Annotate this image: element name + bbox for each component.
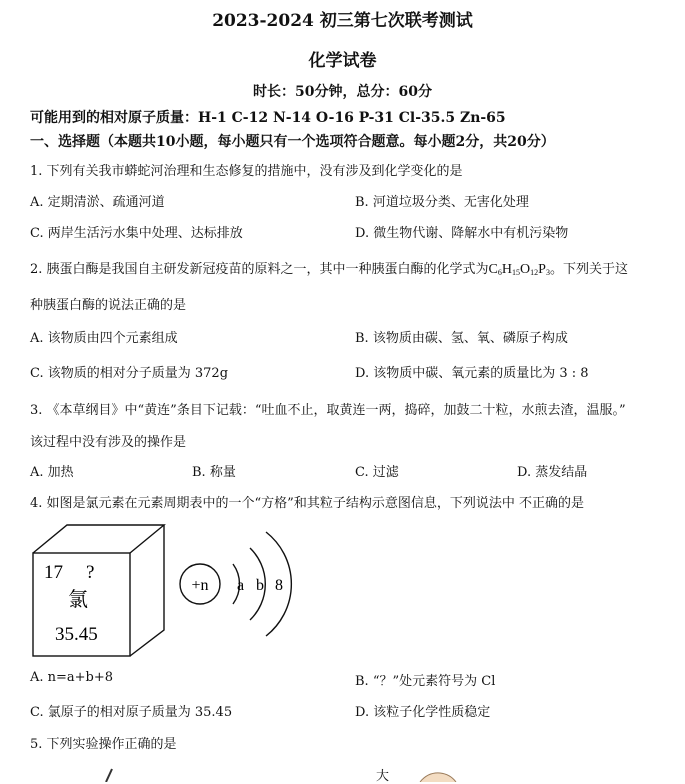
q4-figure xyxy=(28,520,308,660)
atomic-number: 17 xyxy=(44,562,63,583)
q2-stem-before: 2. 胰蛋白酶是我国自主研发新冠疫苗的原料之一，其中一种胰蛋白酶的化学式为 xyxy=(30,262,489,277)
q1-option-b: B. 河道垃圾分类、无害化处理 xyxy=(355,195,529,210)
q2-option-d: D. 该物质中碳、氧元素的质量比为 3 : 8 xyxy=(355,366,589,381)
shell-c-count: 8 xyxy=(275,577,283,594)
time-info: 时长：50分钟，总分：60分 xyxy=(253,84,432,100)
q1-stem: 1. 下列有关我市蟒蛇河治理和生态修复的措施中，没有涉及到化学变化的是 xyxy=(30,164,463,179)
q1-option-c: C. 两岸生活污水集中处理、达标排放 xyxy=(30,226,243,241)
q4-stem: 4. 如图是氯元素在元素周期表中的一个“方格”和其粒子结构示意图信息，下列说法中 不正确的是 xyxy=(30,496,584,511)
shell-b-count: b xyxy=(256,577,264,594)
q2-stem-line2: 种胰蛋白酶的说法正确的是 xyxy=(30,298,187,313)
atomic-mass: 35.45 xyxy=(55,624,98,645)
q5-stem: 5. 下列实验操作正确的是 xyxy=(30,737,177,752)
q2-option-b: B. 该物质由碳、氢、氧、磷原子构成 xyxy=(355,331,568,346)
q3-option-b: B. 称量 xyxy=(192,465,236,480)
q5-figure-fragment-right xyxy=(418,768,458,782)
nucleus-charge: +n xyxy=(191,577,209,594)
q3-option-c: C. 过滤 xyxy=(355,465,399,480)
element-cell-box xyxy=(33,525,164,656)
atomic-masses: 可能用到的相对原子质量：H-1 C-12 N-14 O-16 P-31 Cl-35.5 Zn-65 xyxy=(30,110,506,126)
q3-stem: 3. 《本草纲目》中“黄连”条目下记载：“吐血不止，取黄连一两，捣碎，加鼓二十粒，水煎去渣，温服。” xyxy=(30,403,626,418)
q4-option-b: B. “？”处元素符号为 Cl xyxy=(355,674,496,689)
q1-option-d: D. 微生物代谢、降解水中有机污染物 xyxy=(355,226,569,241)
q2-option-a: A. 该物质由四个元素组成 xyxy=(30,331,178,346)
shell-a-count: a xyxy=(237,577,245,594)
q4-option-a: A. n=a+b+8 xyxy=(30,670,114,685)
element-name: 氯 xyxy=(68,589,88,611)
q2-option-c: C. 该物质的相对分子质量为 372g xyxy=(30,366,229,381)
exam-title: 2023-2024 初三第七次联考测试 xyxy=(212,11,473,31)
section-heading: 一、选择题（本题共10小题，每小题只有一个选项符合题意。每小题2分，共20分） xyxy=(30,134,555,150)
exam-subtitle: 化学试卷 xyxy=(308,51,377,71)
q3-stem-line2: 该过程中没有涉及的操作是 xyxy=(30,435,187,450)
q3-option-a: A. 加热 xyxy=(30,465,74,480)
q3-option-d: D. 蒸发结晶 xyxy=(517,465,588,480)
q4-option-d: D. 该粒子化学性质稳定 xyxy=(355,705,491,720)
q1-option-a: A. 定期清淤、疏通河道 xyxy=(30,195,165,210)
q4-option-c: C. 氯原子的相对原子质量为 35.45 xyxy=(30,705,233,720)
chemical-formula: $C_6H_{15}O_{12}P_3$ xyxy=(488,262,550,277)
q2-stem xyxy=(30,258,628,278)
q5-figure-fragment-left xyxy=(100,766,120,782)
q2-stem-after: 。下列关于这 xyxy=(549,262,628,277)
unknown-symbol: ? xyxy=(86,562,95,583)
q5-figure-label: 大 xyxy=(376,769,390,784)
